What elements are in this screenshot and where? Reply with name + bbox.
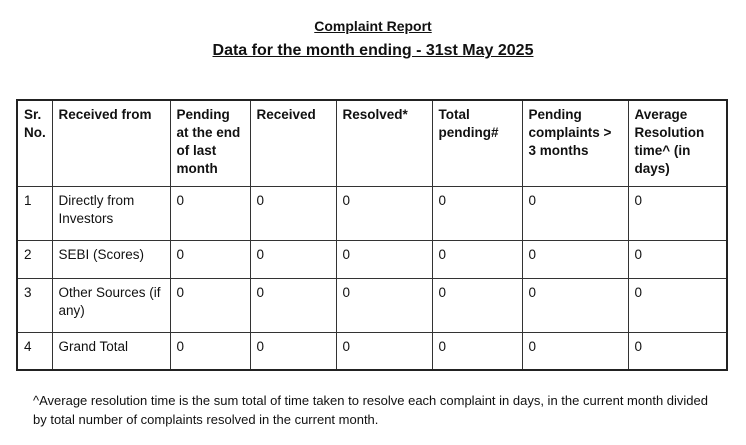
cell-resolved: 0	[336, 240, 432, 278]
cell-received-from: Other Sources (if any)	[52, 278, 170, 332]
header-total-pending: Total pending#	[432, 100, 522, 186]
cell-received-from: SEBI (Scores)	[52, 240, 170, 278]
header-resolved: Resolved*	[336, 100, 432, 186]
report-subtitle: Data for the month ending - 31st May 2025	[212, 42, 534, 59]
cell-pending-over-3-months: 0	[522, 186, 628, 240]
complaint-table	[16, 99, 728, 371]
cell-total-pending: 0	[432, 186, 522, 240]
cell-pending-last-month: 0	[170, 278, 250, 332]
cell-resolved: 0	[336, 278, 432, 332]
cell-sr-no: 4	[17, 332, 52, 370]
cell-total-pending: 0	[432, 332, 522, 370]
header-received: Received	[250, 100, 336, 186]
header-pending-last-month: Pending at the end of last month	[170, 100, 250, 186]
table-row	[17, 278, 727, 332]
cell-pending-over-3-months: 0	[522, 332, 628, 370]
cell-received: 0	[250, 186, 336, 240]
cell-average-resolution-time: 0	[628, 186, 727, 240]
cell-received: 0	[250, 332, 336, 370]
cell-resolved: 0	[336, 332, 432, 370]
table-row	[17, 240, 727, 278]
cell-sr-no: 3	[17, 278, 52, 332]
header-received-from: Received from	[52, 100, 170, 186]
table-header-row	[17, 100, 727, 186]
cell-pending-over-3-months: 0	[522, 278, 628, 332]
cell-total-pending: 0	[432, 240, 522, 278]
cell-pending-last-month: 0	[170, 332, 250, 370]
cell-pending-last-month: 0	[170, 186, 250, 240]
cell-received: 0	[250, 240, 336, 278]
cell-sr-no: 1	[17, 186, 52, 240]
cell-average-resolution-time: 0	[628, 240, 727, 278]
cell-received-from: Grand Total	[52, 332, 170, 370]
table-row	[17, 186, 727, 240]
cell-average-resolution-time: 0	[628, 278, 727, 332]
cell-received: 0	[250, 278, 336, 332]
table-row	[17, 332, 727, 370]
header-sr-no: Sr. No.	[17, 100, 52, 186]
cell-sr-no: 2	[17, 240, 52, 278]
cell-received-from: Directly from Investors	[52, 186, 170, 240]
footnote: ^Average resolution time is the sum total of time taken to resolve each complaint in days, in the current month divided by total number of complaints resolved in the current month.	[33, 393, 708, 427]
header-average-resolution-time: Average Resolution time^ (in days)	[628, 100, 727, 186]
cell-average-resolution-time: 0	[628, 332, 727, 370]
cell-pending-last-month: 0	[170, 240, 250, 278]
cell-total-pending: 0	[432, 278, 522, 332]
cell-pending-over-3-months: 0	[522, 240, 628, 278]
cell-resolved: 0	[336, 186, 432, 240]
header-pending-over-3-months: Pending complaints > 3 months	[522, 100, 628, 186]
report-title: Complaint Report	[314, 18, 432, 34]
